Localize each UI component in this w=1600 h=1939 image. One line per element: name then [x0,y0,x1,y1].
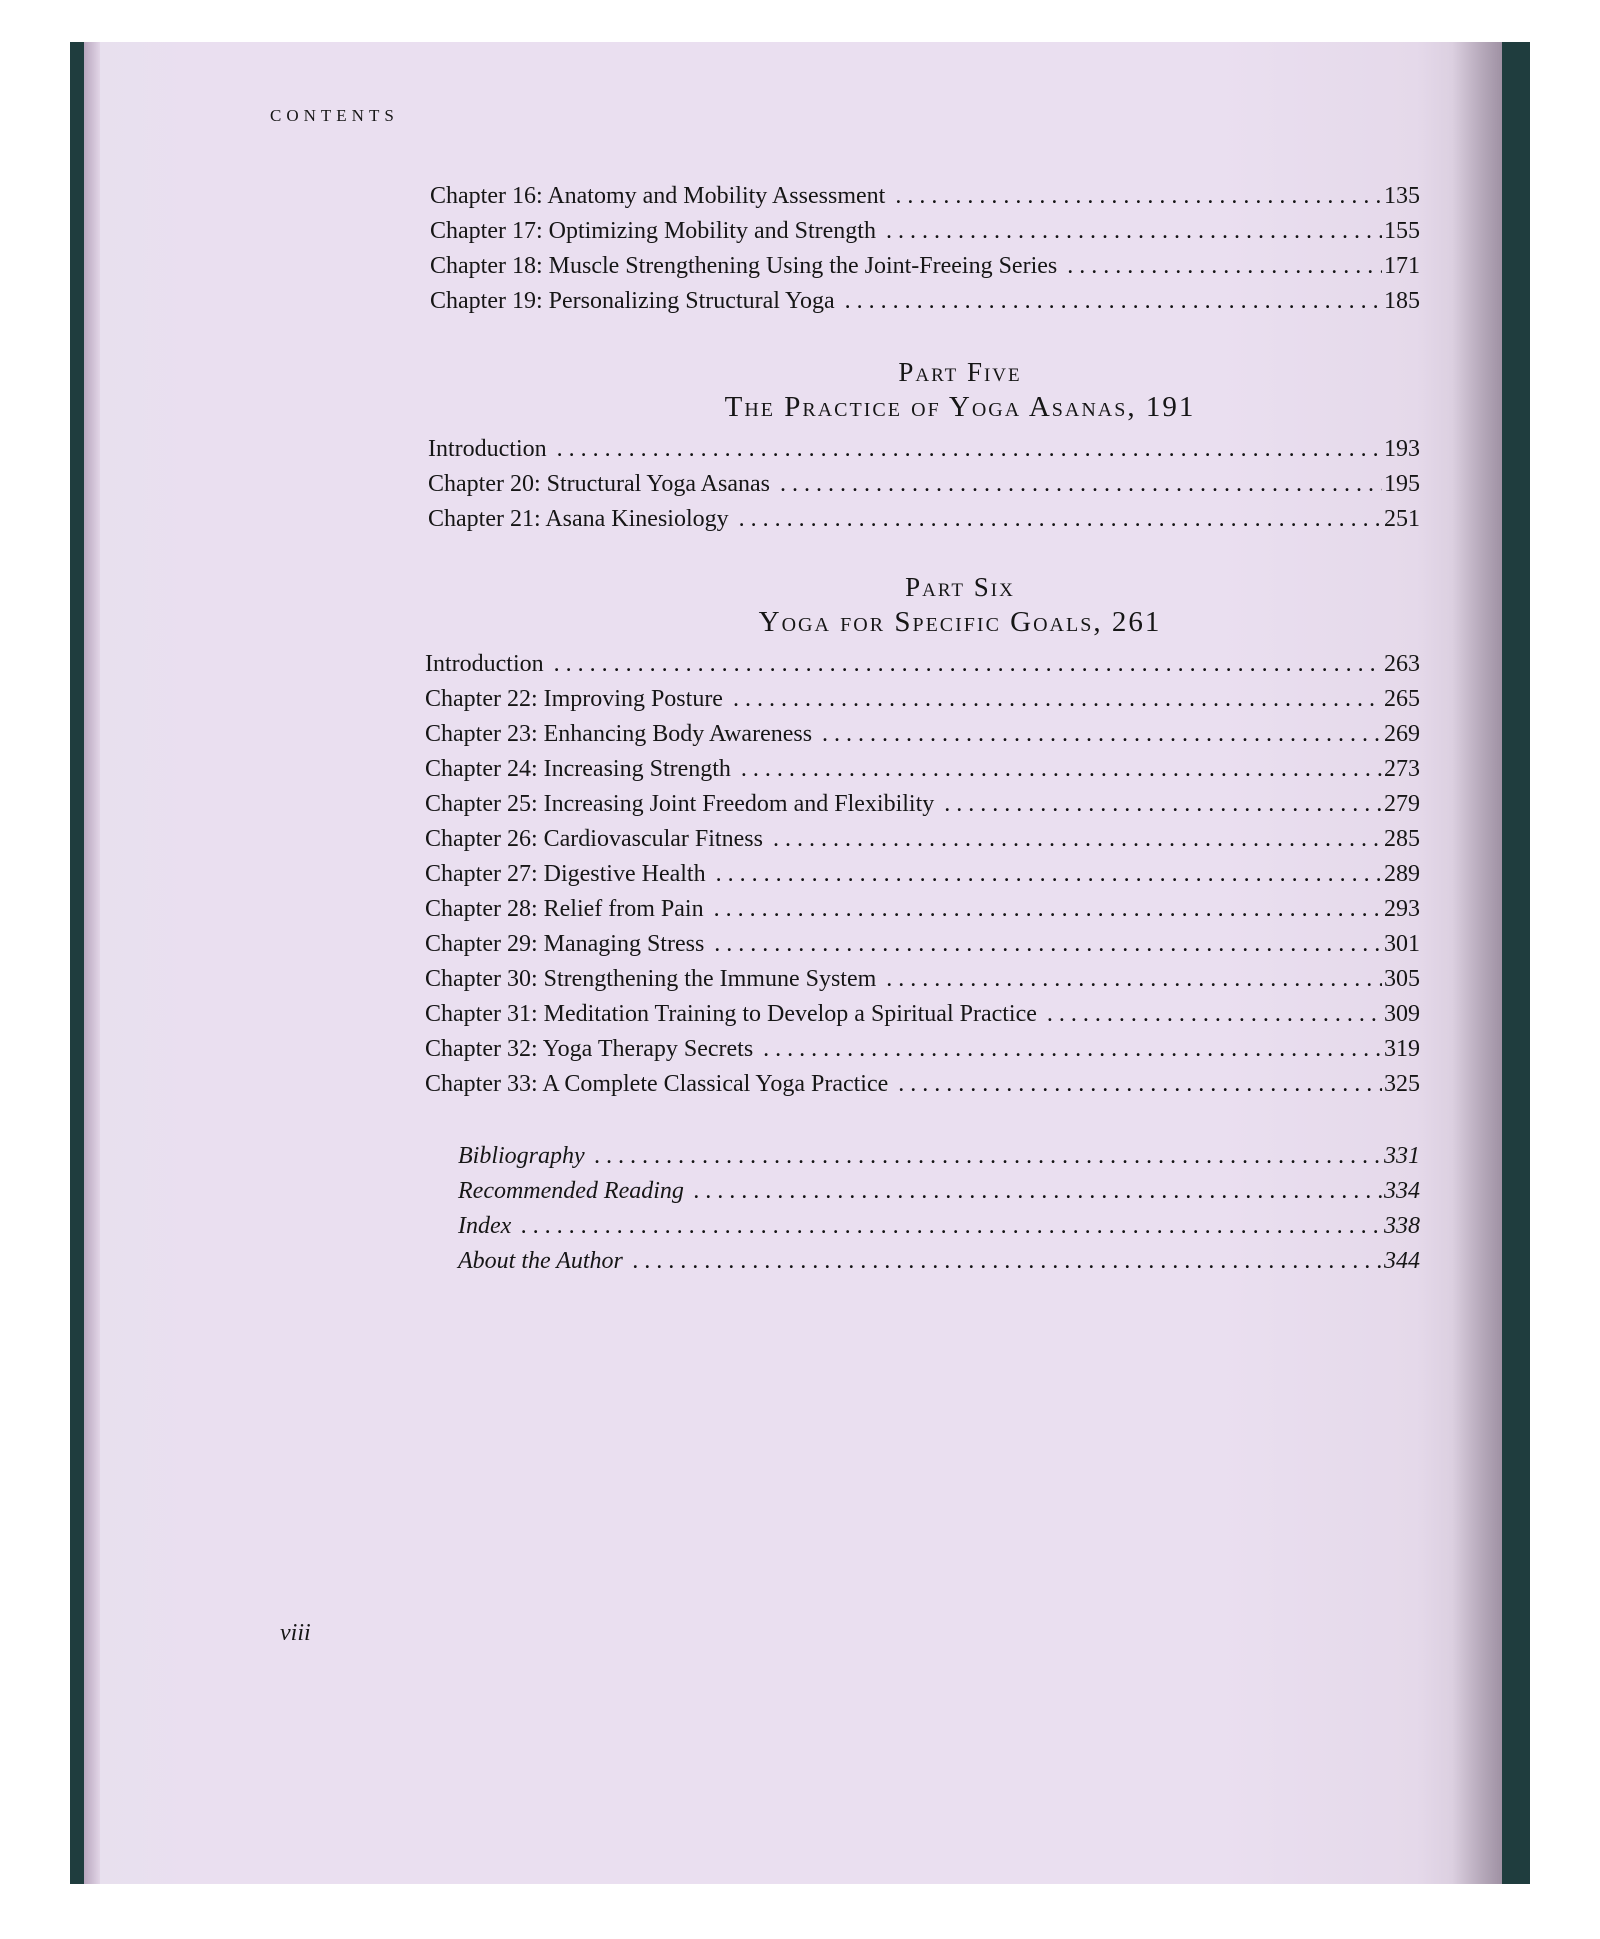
toc-entry [425,719,1420,749]
toc-entry [425,789,1420,819]
dot-leader [886,216,1382,246]
toc-entry [425,894,1420,924]
dot-leader [733,684,1382,714]
dot-leader [822,719,1382,749]
dot-leader [739,504,1382,534]
toc-entry-title: Chapter 18: Muscle Strengthening Using the Joint-Freeing Series [430,253,1058,279]
dot-leader [1067,251,1382,281]
dot-leader [714,929,1382,959]
dot-leader [895,181,1382,211]
toc-entry-page: 293 [1384,896,1420,922]
dot-leader [554,649,1382,679]
toc-entry-page: 135 [1384,183,1420,209]
toc-entry [425,649,1420,679]
toc-entry [428,504,1420,534]
dot-leader [633,1246,1382,1276]
toc-entry-title: Introduction [428,436,547,462]
toc-entry-title: Bibliography [458,1143,585,1169]
dot-leader [898,1069,1382,1099]
toc-entry-title: Chapter 21: Asana Kinesiology [428,506,729,532]
toc-entry-page: 289 [1384,861,1420,887]
toc-entry [430,251,1420,281]
toc-entry-title: Index [458,1213,512,1239]
toc-entry-title: Chapter 30: Strengthening the Immune System [425,966,877,992]
spine-shadow [84,42,100,1884]
toc-entry-page: 319 [1384,1036,1420,1062]
toc-entry-title: Chapter 29: Managing Stress [425,931,705,957]
toc-entry-title: Chapter 32: Yoga Therapy Secrets [425,1036,754,1062]
page-edge-shadow [1452,42,1502,1884]
toc-entry-page: 305 [1384,966,1420,992]
dot-leader [886,964,1382,994]
dot-leader [716,859,1382,889]
toc-entry-title: Chapter 22: Improving Posture [425,686,723,712]
toc-entry-title: Chapter 16: Anatomy and Mobility Assessment [430,183,886,209]
toc-entry [428,469,1420,499]
dot-leader [595,1141,1382,1171]
toc-entry-title: Chapter 17: Optimizing Mobility and Strength [430,218,876,244]
toc-entry [425,754,1420,784]
dot-leader [521,1211,1382,1241]
toc-entry-page: 195 [1384,471,1420,497]
dot-leader [944,789,1382,819]
toc-entry [458,1211,1420,1241]
toc-entry-page: 185 [1384,288,1420,314]
toc-entry-page: 338 [1384,1213,1420,1239]
toc-entry-page: 263 [1384,651,1420,677]
dot-leader [694,1176,1382,1206]
dot-leader [714,894,1382,924]
toc-entry [425,684,1420,714]
toc-entry-page: 269 [1384,721,1420,747]
toc-entry [425,824,1420,854]
toc-entry-page: 273 [1384,756,1420,782]
toc-entry-title: Chapter 28: Relief from Pain [425,896,704,922]
toc-entry-page: 193 [1384,436,1420,462]
part-six-title: Yoga for Specific Goals, 261 [758,606,1162,638]
toc-entry [425,929,1420,959]
book-page [84,42,1502,1884]
toc-entry [425,1069,1420,1099]
toc-entry [430,286,1420,316]
toc-entry [425,859,1420,889]
toc-entry-page: 251 [1384,506,1420,532]
toc-entry-title: Chapter 23: Enhancing Body Awareness [425,721,813,747]
dot-leader [845,286,1382,316]
toc-entry-page: 325 [1384,1071,1420,1097]
dot-leader [780,469,1382,499]
toc-entry [425,1034,1420,1064]
toc-entry-page: 344 [1384,1248,1420,1274]
toc-entry-page: 334 [1384,1178,1420,1204]
toc-entry [458,1141,1420,1171]
toc-entry-title: Chapter 20: Structural Yoga Asanas [428,471,770,497]
running-header: CONTENTS [270,106,399,125]
toc-entry-title: About the Author [458,1248,623,1274]
page-number: viii [280,1620,311,1646]
part-five-title: The Practice of Yoga Asanas, 191 [724,391,1196,423]
toc-entry [430,216,1420,246]
toc-entry-page: 279 [1384,791,1420,817]
toc-entry-page: 155 [1384,218,1420,244]
toc-entry-title: Recommended Reading [458,1178,684,1204]
toc-entry-title: Chapter 26: Cardiovascular Fitness [425,826,763,852]
toc-entry-page: 285 [1384,826,1420,852]
toc-entry-page: 265 [1384,686,1420,712]
toc-entry [428,434,1420,464]
toc-entry-page: 301 [1384,931,1420,957]
toc-entry-title: Introduction [425,651,544,677]
part-six-label: Part Six [905,572,1015,602]
dot-leader [763,1034,1382,1064]
toc-entry-page: 171 [1384,253,1420,279]
toc-entry [458,1246,1420,1276]
part-five-label: Part Five [898,357,1022,387]
dot-leader [773,824,1382,854]
toc-entry-title: Chapter 31: Meditation Training to Develop a Spiritual Practice [425,1001,1037,1027]
toc-entry-title: Chapter 19: Personalizing Structural Yoga [430,288,835,314]
dot-leader [741,754,1382,784]
toc-entry-title: Chapter 27: Digestive Health [425,861,706,887]
toc-entry-title: Chapter 25: Increasing Joint Freedom and Flexibility [425,791,935,817]
dot-leader [557,434,1382,464]
toc-entry [425,999,1420,1029]
dot-leader [1047,999,1382,1029]
toc-entry-page: 331 [1384,1143,1420,1169]
toc-entry-title: Chapter 33: A Complete Classical Yoga Practice [425,1071,889,1097]
toc-entry [430,181,1420,211]
toc-entry-page: 309 [1384,1001,1420,1027]
toc-entry-title: Chapter 24: Increasing Strength [425,756,731,782]
toc-entry [425,964,1420,994]
toc-entry [458,1176,1420,1206]
